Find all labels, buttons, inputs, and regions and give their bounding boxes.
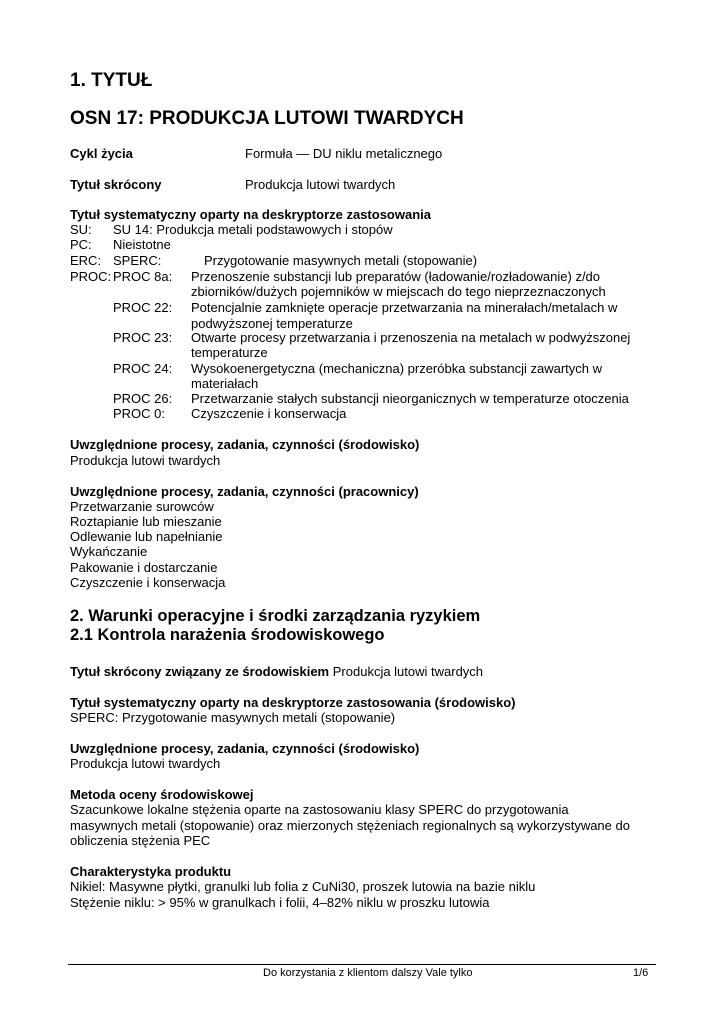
worker-process-item: Roztapianie lub mieszanie xyxy=(70,514,222,529)
erc-sperc: SPERC: xyxy=(113,253,162,268)
proc-desc: Otwarte procesy przetwarzania i przenoszenia na metalach w podwyższonej xyxy=(191,330,631,345)
product-heading: Charakterystyka produktu xyxy=(70,864,232,879)
su-code: SU: xyxy=(70,222,92,237)
erc-value: Przygotowanie masywnych metali (stopowanie) xyxy=(204,253,478,268)
env-processes-value: Produkcja lutowi twardych xyxy=(70,453,221,468)
worker-process-item: Odlewanie lub napełnianie xyxy=(70,529,223,544)
env-processes2-heading: Uwzględnione procesy, zadania, czynności (środowisko) xyxy=(70,741,420,756)
assessment-line: masywnych metali (stopowanie) oraz mierzonych stężeniach regionalnych są wykorzystywane do xyxy=(70,818,630,833)
env-processes2-value: Produkcja lutowi twardych xyxy=(70,756,221,771)
proc-label: PROC: xyxy=(70,269,112,284)
pc-code: PC: xyxy=(70,237,92,252)
worker-process-item: Wykańczanie xyxy=(70,544,148,559)
proc-desc-cont: temperaturze xyxy=(191,345,268,360)
pc-value: Nieistotne xyxy=(113,237,171,252)
proc-code: PROC 0: xyxy=(113,406,166,421)
systematic-heading: Tytuł systematyczny oparty na deskryptorze zastosowania xyxy=(70,207,431,222)
proc-code: PROC 26: xyxy=(113,391,173,406)
assessment-line: Szacunkowe lokalne stężenia oparte na zastosowaniu klasy SPERC do przygotowania xyxy=(70,802,569,817)
page-number: 1/6 xyxy=(633,967,649,979)
section-2-1-heading: 2.1 Kontrola narażenia środowiskowego xyxy=(70,626,385,644)
proc-desc-cont: zbiorników/dużych pojemników w miejscach do tego nieprzeznaczonych xyxy=(191,284,606,299)
assessment-heading: Metoda oceny środowiskowej xyxy=(70,787,254,802)
cycle-label: Cykl życia xyxy=(70,146,133,161)
footer-divider xyxy=(68,964,656,965)
proc-desc: Czyszczenie i konserwacja xyxy=(191,406,347,421)
worker-process-item: Przetwarzanie surowców xyxy=(70,499,214,514)
proc-code: PROC 22: xyxy=(113,300,173,315)
proc-code: PROC 23: xyxy=(113,330,173,345)
env-short-title-value: Produkcja lutowi twardych xyxy=(332,664,484,679)
env-short-title-label: Tytuł skrócony związany ze środowiskiem xyxy=(70,664,330,679)
document-title: OSN 17: PRODUKCJA LUTOWI TWARDYCH xyxy=(70,108,464,129)
su-value: SU 14: Produkcja metali podstawowych i stopów xyxy=(113,222,393,237)
erc-code: ERC: xyxy=(70,253,102,268)
proc-desc: Wysokoenergetyczna (mechaniczna) przeróbka substancji zawartych w xyxy=(191,361,603,376)
worker-process-item: Pakowanie i dostarczanie xyxy=(70,560,218,575)
short-title-label: Tytuł skrócony xyxy=(70,177,162,192)
product-line: Stężenie niklu: > 95% w granulkach i folii, 4–82% niklu w proszku lutowia xyxy=(70,895,490,910)
env-systematic-heading: Tytuł systematyczny oparty na deskryptorze zastosowania (środowisko) xyxy=(70,695,516,710)
section-title: 1. TYTUŁ xyxy=(70,70,153,91)
proc-desc-cont: materiałach xyxy=(191,376,259,391)
proc-code: PROC 8a: xyxy=(113,269,173,284)
worker-process-item: Czyszczenie i konserwacja xyxy=(70,575,226,590)
proc-code: PROC 24: xyxy=(113,361,173,376)
section-2-heading: 2. Warunki operacyjne i środki zarządzania ryzykiem xyxy=(70,607,481,625)
assessment-line: obliczenia stężenia PEC xyxy=(70,833,211,848)
footer-text: Do korzystania z klientom dalszy Vale tylko xyxy=(263,967,473,979)
proc-desc-cont: podwyższonej temperaturze xyxy=(191,316,353,331)
env-processes-heading: Uwzględnione procesy, zadania, czynności (środowisko) xyxy=(70,437,420,452)
env-short-title-row xyxy=(70,664,483,679)
cycle-value: Formuła — DU niklu metalicznego xyxy=(245,146,443,161)
proc-desc: Przenoszenie substancji lub preparatów (ładowanie/rozładowanie) z/do xyxy=(191,269,601,284)
proc-desc: Przetwarzanie stałych substancji nieorganicznych w temperaturze otoczenia xyxy=(191,391,629,406)
short-title-value: Produkcja lutowi twardych xyxy=(245,177,396,192)
product-line: Nikiel: Masywne płytki, granulki lub folia z CuNi30, proszek lutowia na bazie niklu xyxy=(70,879,536,894)
proc-desc: Potencjalnie zamknięte operacje przetwarzania na minerałach/metalach w xyxy=(191,300,618,315)
worker-processes-heading: Uwzględnione procesy, zadania, czynności (pracownicy) xyxy=(70,484,419,499)
env-systematic-value: SPERC: Przygotowanie masywnych metali (stopowanie) xyxy=(70,710,396,725)
